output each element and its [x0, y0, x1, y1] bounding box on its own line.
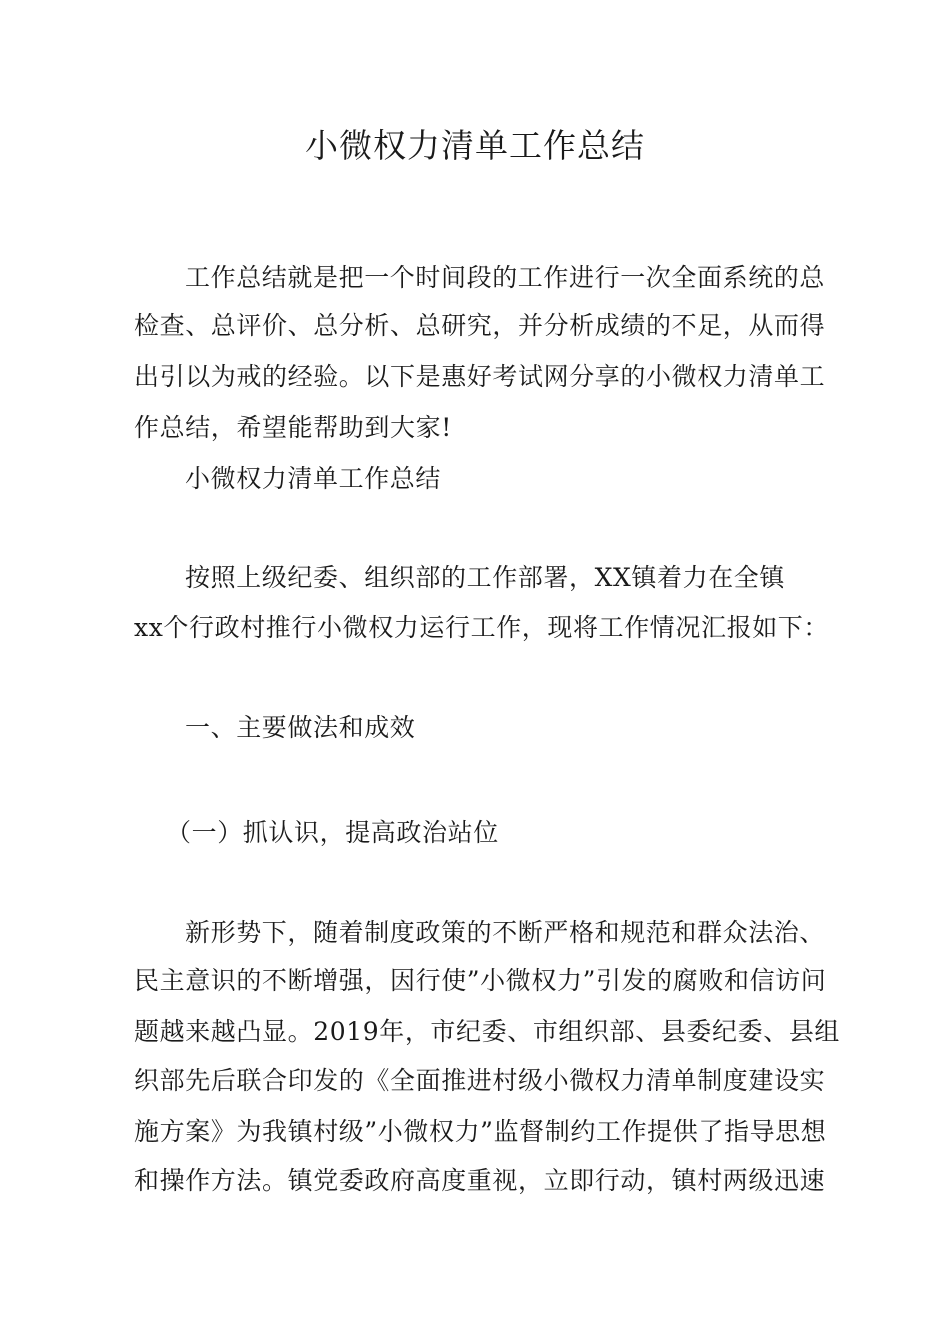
- opening-line-1: 按照上级纪委、组织部的工作部署，XX镇着力在全镇: [185, 563, 785, 592]
- body-line-1: 新形势下，随着制度政策的不断严格和规范和群众法治、: [185, 918, 826, 947]
- intro-line-4: 作总结，希望能帮助到大家!: [134, 413, 452, 442]
- intro-line-1: 工作总结就是把一个时间段的工作进行一次全面系统的总: [185, 263, 826, 292]
- intro-line-3: 出引以为戒的经验。以下是惠好考试网分享的小微权力清单工: [134, 362, 826, 391]
- subtitle: 小微权力清单工作总结: [185, 464, 442, 493]
- body-line-5: 施方案》为我镇村级”小微权力”监督制约工作提供了指导思想: [134, 1117, 827, 1146]
- subsection-heading: （一）抓认识，提高政治站位: [166, 818, 499, 847]
- body-line-2: 民主意识的不断增强，因行使”小微权力”引发的腐败和信访问: [134, 966, 827, 995]
- section-heading: 一、主要做法和成效: [185, 713, 416, 742]
- body-line-3: 题越来越凸显。2019年，市纪委、市组织部、县委纪委、县组: [134, 1017, 841, 1046]
- document-title: 小微权力清单工作总结: [305, 126, 645, 165]
- opening-line-2: xx个行政村推行小微权力运行工作，现将工作情况汇报如下：: [134, 613, 830, 642]
- body-line-6: 和操作方法。镇党委政府高度重视，立即行动，镇村两级迅速: [134, 1166, 826, 1195]
- intro-line-2: 检查、总评价、总分析、总研究，并分析成绩的不足，从而得: [134, 311, 826, 340]
- body-line-4: 织部先后联合印发的《全面推进村级小微权力清单制度建设实: [134, 1066, 826, 1095]
